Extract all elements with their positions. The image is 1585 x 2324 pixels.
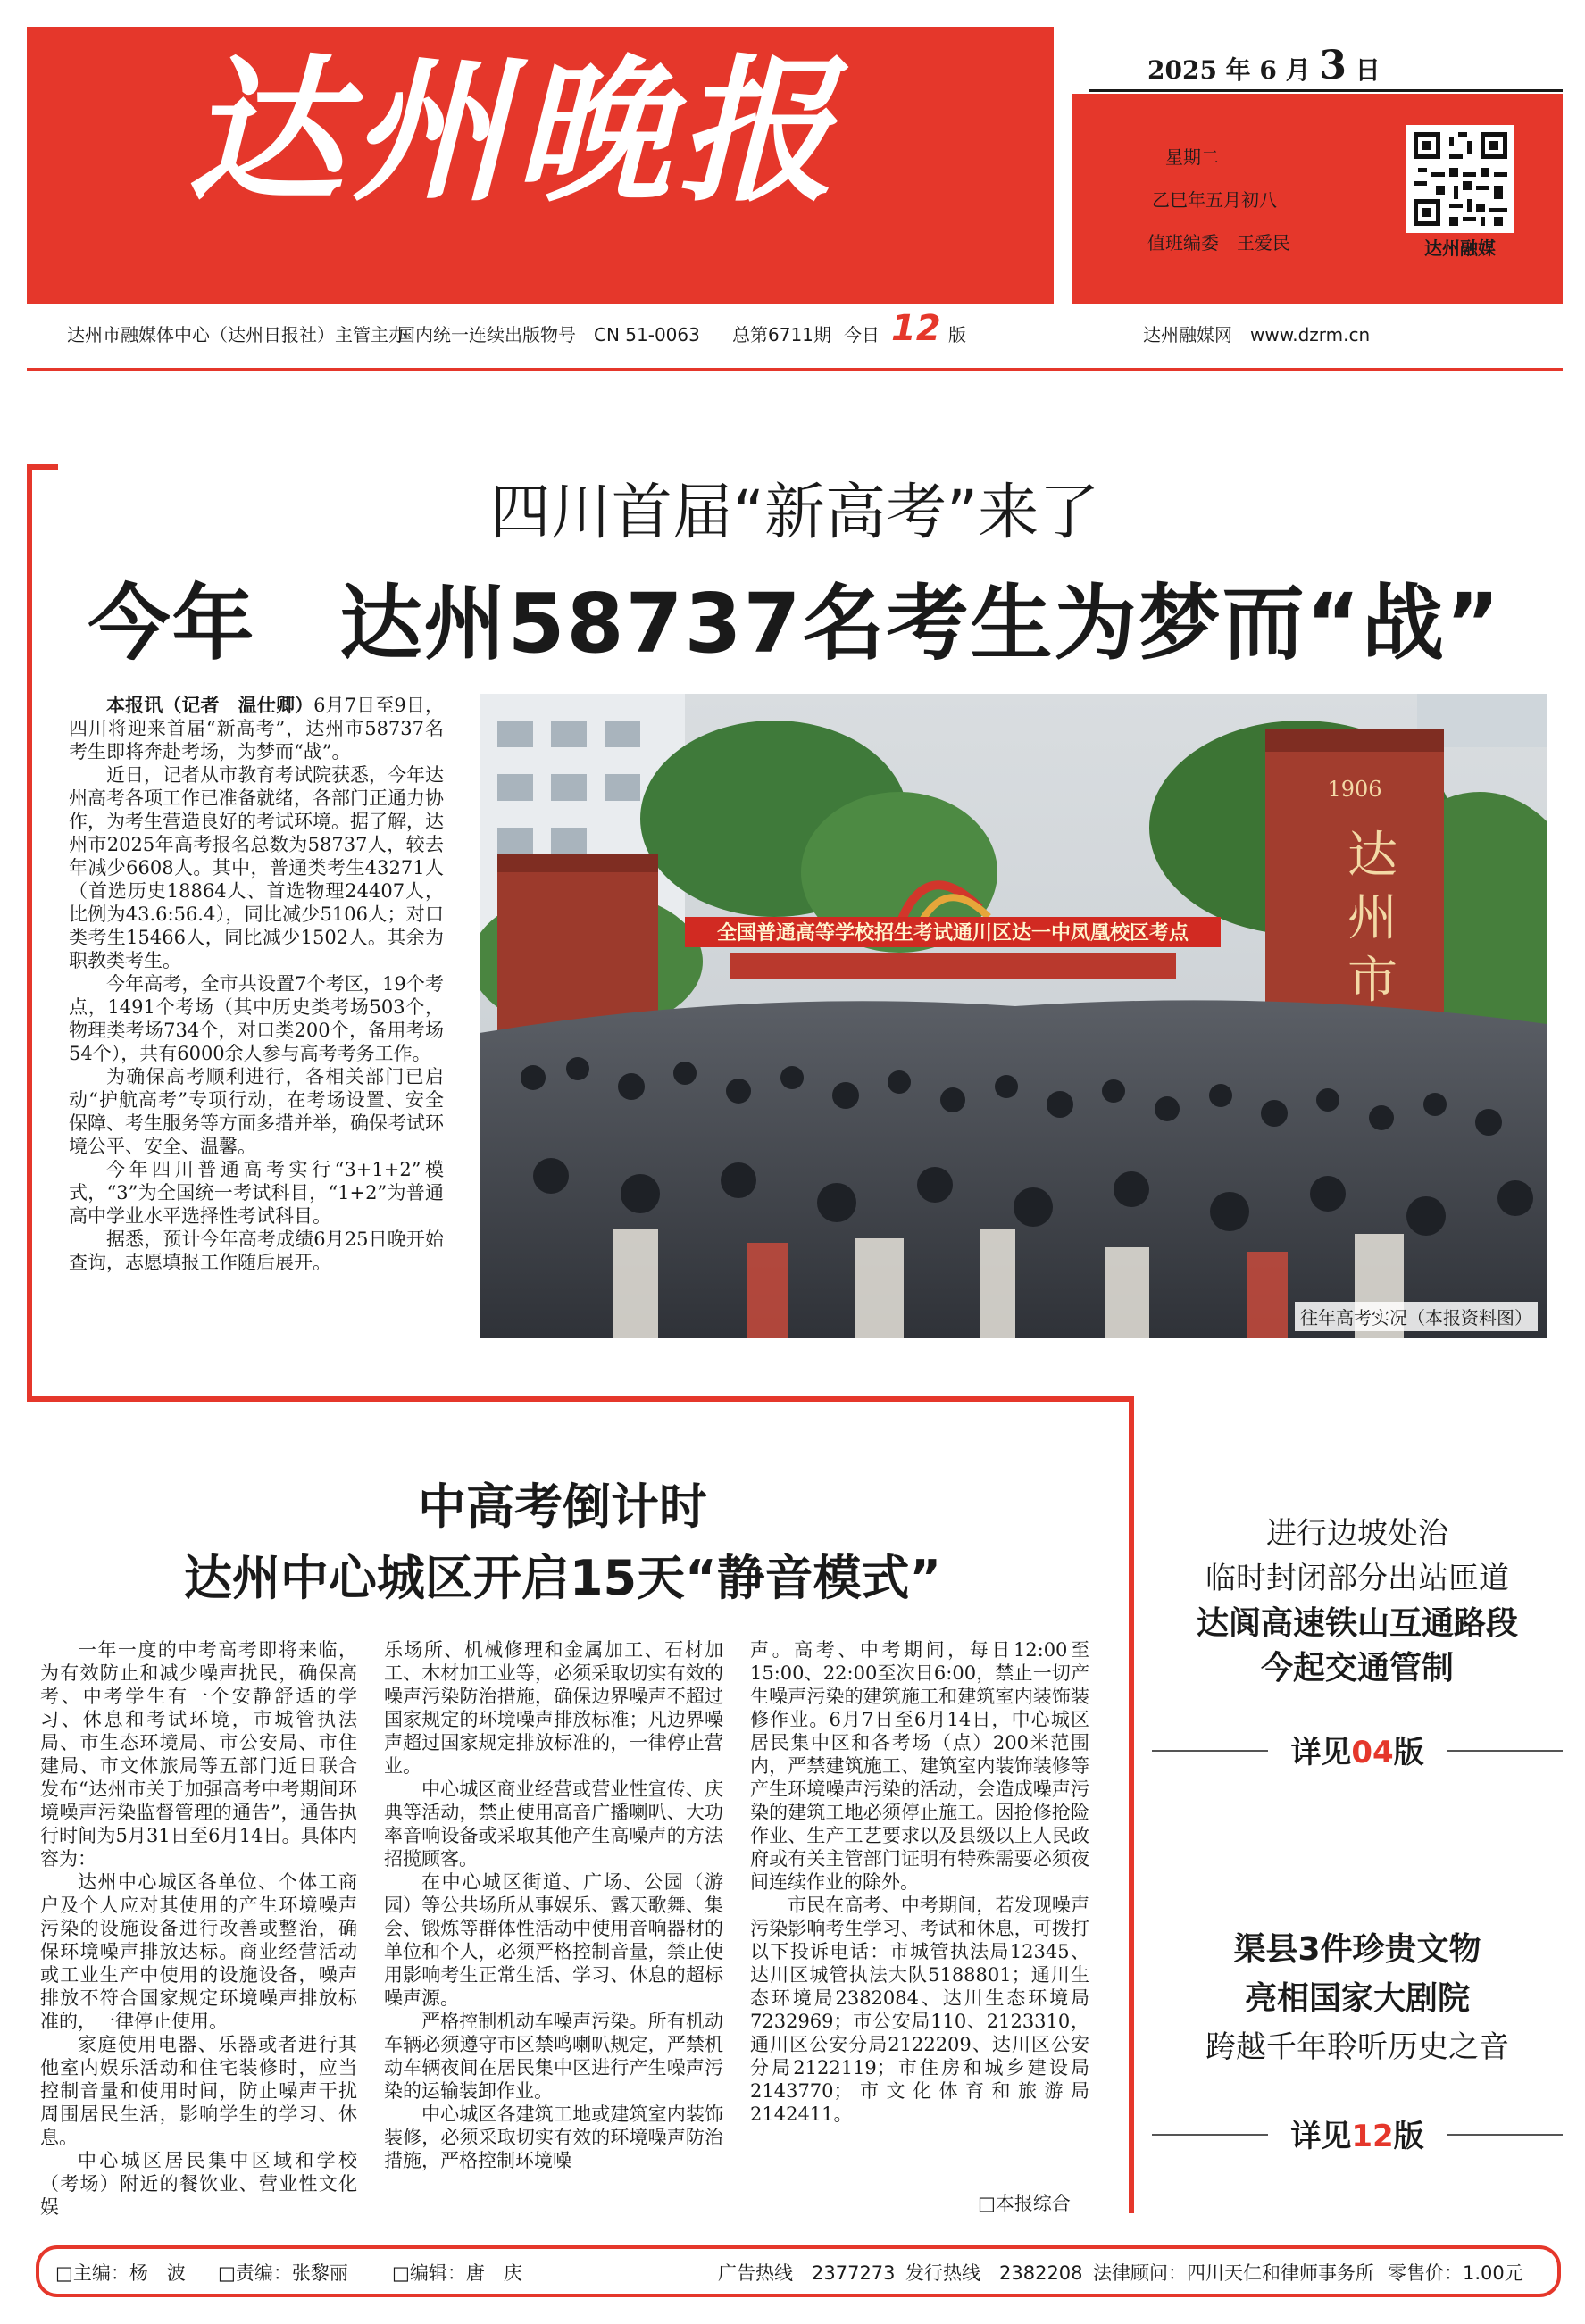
- gate-year: 1906: [1327, 777, 1382, 802]
- date-divider: [1089, 89, 1563, 92]
- masthead-banner: [27, 27, 1054, 304]
- masthead-rule: [27, 368, 1563, 371]
- second-story-col-3: 声。高考、中考期间，每日12:00至15:00、22:00至次日6:00，禁止一切产生噪声污染的建筑施工和建筑室内装饰装修作业。6月7日至6月14日，中心城区居民集中区和各考场（点）200米范围内，严禁建筑施工、建筑室内装饰装修等产生环境噪声污染的活动，会造成噪声污染的建筑工地必须停止施工。因抢修抢险作业、生产工艺要求以及县级以上人民政府或有关主管部门证明有特殊需要必须夜间连续作业的除外。 市民在高考、中考期间，若发现噪声污染影响考生学习、考试和休息，可拨打以下投诉电话：市城管执法局12345、达川区城管执法大队5188801；通川生态环境局2382084、达川生态环境局7232969；市公安局110、2123310，通川区公安分局2122209、达川区公安分局2122119；市住房和城乡建设局2143770；市文化体育和旅游局2142411。: [750, 1639, 1089, 2125]
- lunar-date: 乙巳年五月初八: [1152, 189, 1277, 211]
- serial-number: 国内统一连续出版物号 CN 51-0063: [397, 324, 700, 346]
- sidebar-1-line-4[interactable]: 今起交通管制: [1260, 1650, 1454, 1687]
- photo-caption: 往年高考实况（本报资料图）: [1295, 1302, 1538, 1331]
- duty-editor: 值班编委 王爱民: [1147, 232, 1290, 254]
- page-footer: [36, 2245, 1561, 2297]
- qr-label: 达州融媒: [1424, 237, 1496, 259]
- sidebar-1-line-3[interactable]: 达阆高速铁山互通路段: [1196, 1605, 1518, 1642]
- footer-chief-editor: □主编：杨 波: [55, 2262, 186, 2284]
- today-pages-count: 12: [891, 308, 941, 349]
- sidebar-1-line-1[interactable]: 进行边坡处治: [1266, 1516, 1448, 1552]
- second-story-col-2: 乐场所、机械修理和金属加工、石材加工、木材加工业等，必须采取切实有效的噪声污染防治措施，确保边界噪声不超过国家规定的环境噪声排放标准；凡边界噪声超过国家规定排放标准的，一律停止营业。 中心城区商业经营或营业性宣传、庆典等活动，禁止使用高音广播喇叭、大功率音响设备或采取其他产生高噪声的方法招揽顾客。 在中心城区街道、广场、公园（游园）等公共场所从事娱乐、露天歌舞、集会、锻炼等群体性活动中使用音响器材的单位和个人，必须严格控制音量，禁止使用影响考生正常生活、学习、休息的超标噪声源。 严格控制机动车噪声污染。所有机动车辆必须遵守市区禁鸣喇叭规定，严禁机动车辆夜间在居民集中区进行产生噪声污染的运输装卸作业。 中心城区各建筑工地或建筑室内装饰装修，必须采取切实有效的环境噪声防治措施，严格控制环境噪: [384, 1639, 723, 2171]
- sidebar-2-line-1[interactable]: 渠县3件珍贵文物: [1233, 1931, 1481, 1968]
- lead-byline: 本报讯（记者 温仕卿）: [106, 694, 314, 716]
- lead-kicker: 四川首届“新高考”来了: [489, 478, 1100, 548]
- sidebar-2-line-2[interactable]: 亮相国家大剧院: [1244, 1980, 1470, 2017]
- lead-headline: 今年 达州58737名考生为梦而“战”: [88, 576, 1502, 671]
- second-headline: 达州中心城区开启15天“静音模式”: [183, 1550, 942, 1606]
- second-credit: □本报综合: [978, 2193, 1071, 2214]
- today-pages-prefix: 今日: [844, 324, 880, 346]
- footer-legal: 法律顾问：四川天仁和律师事务所: [1093, 2262, 1374, 2284]
- footer-price: 零售价：1.00元: [1388, 2262, 1523, 2284]
- sidebar-1-line-2[interactable]: 临时封闭部分出站匝道: [1205, 1561, 1509, 1596]
- footer-ad-hotline: 广告热线 2377273: [718, 2262, 896, 2284]
- weekday: 星期二: [1165, 146, 1219, 168]
- second-frame-right: [1129, 1396, 1134, 2213]
- masthead-info-bar: [27, 308, 1563, 353]
- issue-date: 2025 年 6 月 3 日: [1147, 43, 1381, 88]
- exam-crowd-photo: [480, 694, 1547, 1338]
- today-pages-suffix: 版: [948, 324, 966, 346]
- sidebar-2-see-page[interactable]: 详见12版: [1290, 2119, 1424, 2154]
- qr-code-icon[interactable]: [1406, 125, 1514, 233]
- lead-story-body: 本报讯（记者 温仕卿）6月7日至9日，四川将迎来首届“新高考”，达州市58737名考生即将奔赴考场，为梦而“战”。 近日，记者从市教育考试院获悉，今年达州高考各项工作已准备就绪，各部门正通力协作，为考生营造良好的考试环境。据了解，达州市2025年高考报名总数为58737人，较去年减少6608人。其中，普通类考生43271人（首选历史18864人、首选物理24407人，比例为43.6:56.4），同比减少5106人；对口类考生15466人，同比减少1502人。其余为职教类考生。 今年高考，全市共设置7个考区，19个考点，1491个考场（其中历史类考场503个，物理类考场734个，对口类200个，备用考场54个），共有6000余人参与高考考务工作。 为确保高考顺利进行，各相关部门已启动“护航高考”专项行动，在考场设置、安全保障、考生服务等方面多措并举，确保考试环境公平、安全、温馨。 今年四川普通高考实行“3+1+2”模式，“3”为全国统一考试科目，“1+2”为普通高中学业水平选择性考试科目。 据悉，预计今年高考成绩6月25日晚开始查询，志愿填报工作随后展开。: [69, 694, 444, 1273]
- second-kicker: 中高考倒计时: [418, 1479, 707, 1535]
- publisher-line: 达州市融媒体中心（达州日报社）主管主办: [67, 324, 406, 346]
- svg-text:达: 达: [1347, 827, 1397, 885]
- website-link[interactable]: 达州融媒网 www.dzrm.cn: [1143, 324, 1371, 346]
- exam-banner: 全国普通高等学校招生考试通川区达一中凤凰校区考点: [716, 922, 1189, 945]
- sidebar-2-line-3[interactable]: 跨越千年聆听历史之音: [1205, 2029, 1509, 2065]
- newspaper-title: 达州晚报: [188, 40, 841, 223]
- second-story-col-1: 一年一度的中考高考即将来临，为有效防止和减少噪声扰民，确保高考、中考学生有一个安静舒适的学习、休息和考试环境，市城管执法局、市生态环境局、市公安局、市住建局、市文体旅局等五部门近日联合发布“达州市关于加强高考中考期间环境噪声污染监督管理的通告”，通告执行时间为5月31日至6月14日。具体内容为： 达州中心城区各单位、个体工商户及个人应对其使用的产生环境噪声污染的设施设备进行改善或整治，确保环境噪声排放达标。商业经营活动或工业生产中使用的设施设备，噪声排放不符合国家规定环境噪声排放标准的，一律停止使用。 家庭使用电器、乐器或者进行其他室内娱乐活动和住宅装修时，应当控制音量和使用时间，防止噪声干扰周围居民生活，影响学生的学习、休息。 中心城区居民集中区域和学校（考场）附近的餐饮业、营业性文化娱: [40, 1639, 357, 2218]
- lead-frame-bottom: [27, 1396, 1134, 1402]
- issue-number: 总第6711期: [732, 324, 831, 346]
- svg-text:市: 市: [1347, 952, 1397, 1010]
- footer-editor: □编辑：唐 庆: [392, 2262, 522, 2284]
- footer-distribution-hotline: 发行热线 2382208: [905, 2262, 1083, 2284]
- sidebar-1-see-page[interactable]: 详见04版: [1290, 1735, 1424, 1770]
- svg-text:州: 州: [1347, 889, 1397, 947]
- footer-responsible-editor: □责编：张黎丽: [218, 2262, 348, 2284]
